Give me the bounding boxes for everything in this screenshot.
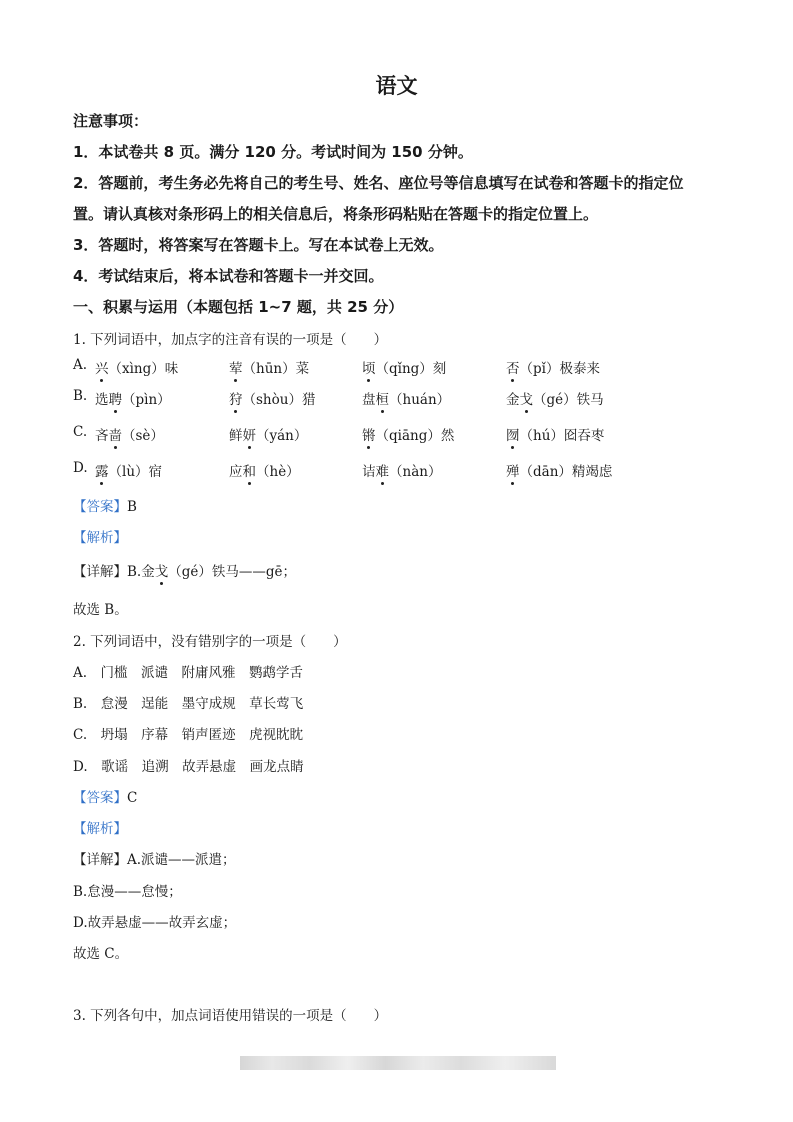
dotted-char: 狩 [229,392,243,408]
dotted-char: 聘 [108,392,122,408]
term-rest: （qiāng）然 [375,428,455,444]
question-1-analysis-tag: 【解析】 [73,530,127,546]
dotted-char: 和 [242,464,256,480]
term-rest: （shòu）猎 [242,392,316,408]
question-1-answer [73,495,137,515]
dotted-char: 露 [95,464,109,480]
detail-dotted-char: 戈 [154,564,169,580]
option-term [95,424,164,444]
question-2-option-d: D. 歌谣 追溯 故弄悬虚 画龙点睛 [73,759,304,775]
question-2-answer [73,786,137,806]
notice-item-3: 3．答题时，将答案写在答题卡上。写在本试卷上无效。 [73,236,444,254]
dotted-char: 殚 [506,464,520,480]
term-rest: （hú）囵吞枣 [519,428,605,444]
question-1-conclusion: 故选 B。 [73,602,128,618]
term-rest: （huán） [389,392,451,408]
option-term [95,460,162,480]
answer-value: C [127,790,138,806]
dotted-char: 否 [506,361,520,377]
term-prefix: 应 [229,464,243,480]
question-2-option-c: C. 坍塌 序幕 销声匿迹 虎视眈眈 [73,727,304,743]
option-label: B. [73,388,88,404]
blurred-footer-watermark [240,1056,556,1070]
option-term [506,460,612,480]
option-term [362,357,446,377]
term-prefix: 诘 [362,464,376,480]
option-term [229,388,315,408]
option-term [229,357,309,377]
detail-prefix: 【详解】B.金 [73,564,155,580]
option-term [362,460,441,480]
option-term [95,388,171,408]
question-2-detail-3: D.故弄悬虚——故弄玄虚； [73,915,237,931]
notice-item-2-cont: 置。请认真核对条形码上的相关信息后，将条形码粘贴在答题卡的指定位置上。 [73,205,599,223]
option-label: C. [73,424,88,440]
question-3-stem: 3. 下列各句中，加点词语使用错误的一项是（ ） [73,1008,388,1024]
question-1-detail [73,560,296,580]
option-term [506,357,600,377]
dotted-char: 锵 [362,428,376,444]
term-rest: （yán） [256,428,308,444]
page-title: 语文 [375,74,418,98]
dotted-char: 啬 [108,428,122,444]
term-prefix: 吝 [95,428,109,444]
term-rest: （sè） [122,428,164,444]
option-term [506,388,604,408]
term-rest: （hè） [256,464,300,480]
option-term [506,424,604,444]
dotted-char: 囫 [506,428,520,444]
dotted-char: 难 [375,464,389,480]
question-1-stem: 1. 下列词语中，加点字的注音有误的一项是（ ） [73,332,388,348]
term-prefix: 金 [506,392,520,408]
term-rest: （gé）铁马 [533,392,604,408]
option-term [229,460,300,480]
term-rest: （xìng）味 [108,361,179,377]
answer-value: B [127,499,137,515]
question-2-analysis-tag: 【解析】 [73,821,127,837]
detail-rest: （gé）铁马——gē； [168,564,296,580]
question-2-stem: 2. 下列词语中，没有错别字的一项是（ ） [73,634,347,650]
dotted-char: 兴 [95,361,109,377]
question-2-conclusion: 故选 C。 [73,946,129,962]
question-2-option-b: B. 怠漫 逞能 墨守成规 草长莺飞 [73,696,304,712]
term-rest: （hūn）菜 [242,361,310,377]
dotted-char: 桓 [375,392,389,408]
answer-tag: 【答案】 [73,790,127,806]
term-rest: （lù）宿 [108,464,163,480]
term-rest: （pìn） [122,392,171,408]
dotted-char: 戈 [519,392,533,408]
notice-item-2: 2．答题前，考生务必先将自己的考生号、姓名、座位号等信息填写在试卷和答题卡的指定位 [73,174,684,192]
question-2-option-a: A. 门槛 派谴 附庸风雅 鹦鹉学舌 [73,665,304,681]
term-rest: （qǐng）刻 [375,361,447,377]
option-term [229,424,307,444]
question-2-detail-1: 【详解】A.派谴——派遣； [73,852,236,868]
question-2-detail-2: B.怠漫——怠慢； [73,884,182,900]
notice-item-1: 1．本试卷共 8 页。满分 120 分。考试时间为 150 分钟。 [73,143,473,161]
notice-item-4: 4．考试结束后，将本试卷和答题卡一并交回。 [73,267,384,285]
dotted-char: 荤 [229,361,243,377]
option-term [362,388,450,408]
term-prefix: 鲜 [229,428,243,444]
option-term [362,424,454,444]
term-rest: （pǐ）极泰来 [519,361,600,377]
term-rest: （nàn） [389,464,442,480]
option-label: D. [73,460,88,476]
answer-tag: 【答案】 [73,499,127,515]
section-heading: 一、积累与运用（本题包括 1~7 题，共 25 分） [73,298,404,316]
term-prefix: 盘 [362,392,376,408]
term-prefix: 选 [95,392,109,408]
dotted-char: 顷 [362,361,376,377]
dotted-char: 妍 [242,428,256,444]
option-term [95,357,178,377]
notice-heading: 注意事项： [73,112,149,130]
term-rest: （dān）精竭虑 [519,464,613,480]
option-label: A. [73,357,88,373]
